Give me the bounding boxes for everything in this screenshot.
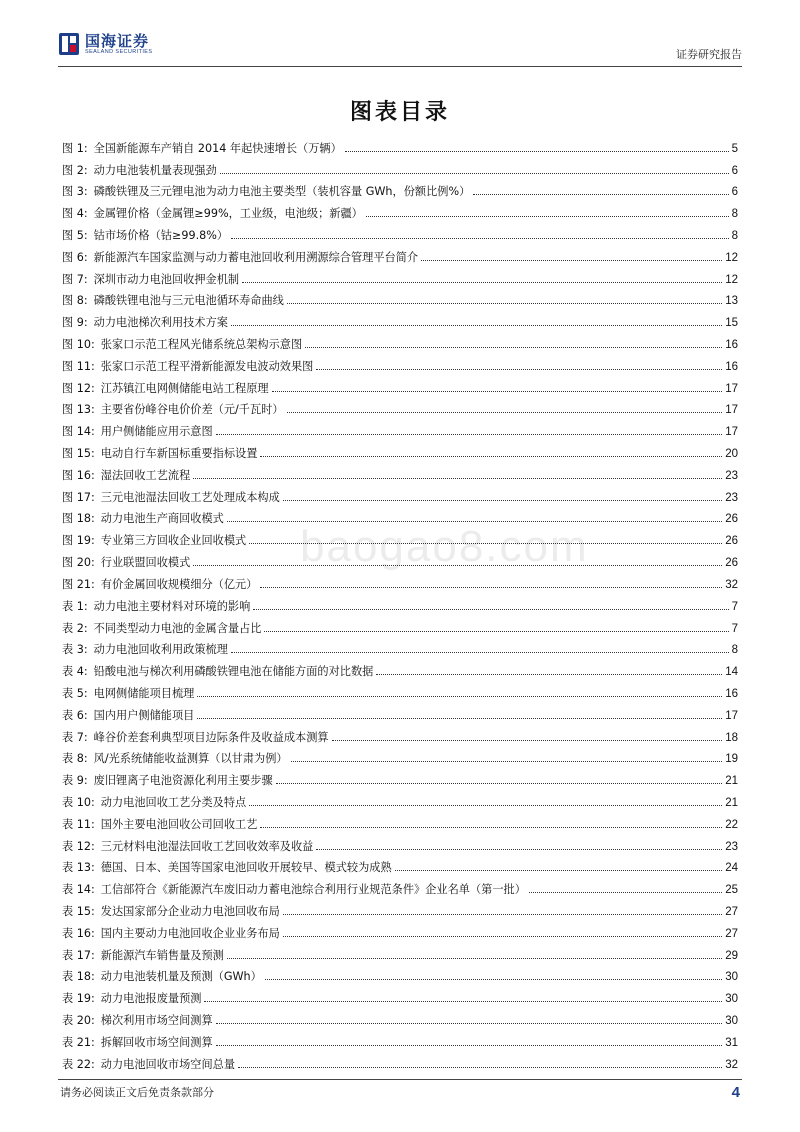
toc-leader-dots <box>260 587 722 588</box>
toc-leader-dots <box>366 216 729 217</box>
toc-leader-dots <box>227 958 722 959</box>
toc-entry-title: 动力电池梯次利用技术方案 <box>93 316 228 330</box>
toc-entry-label: 表 18: <box>62 970 95 984</box>
figure-list-item[interactable] <box>62 308 738 330</box>
toc-leader-dots <box>231 325 722 326</box>
toc-entry-title: 德国、日本、美国等国家电池回收开展较早、模式较为成熟 <box>100 861 392 875</box>
toc-entry-title: 不同类型动力电池的金属含量占比 <box>93 621 262 635</box>
toc-entry-title: 国外主要电池回收公司回收工艺 <box>100 817 258 831</box>
toc-leader-dots <box>242 282 722 283</box>
table-list-item[interactable] <box>62 1028 738 1050</box>
toc-leader-dots <box>197 718 722 719</box>
toc-entry-label: 图 18: <box>62 512 95 526</box>
toc-leader-dots <box>216 1023 723 1024</box>
toc-entry-page: 8 <box>731 644 738 657</box>
figure-list-item[interactable] <box>62 265 738 287</box>
toc-entry-page: 21 <box>725 775 738 788</box>
toc-leader-dots <box>197 696 722 697</box>
toc-entry-label: 表 17: <box>62 948 95 962</box>
toc-entry-title: 电动自行车新国标重要指标设置 <box>100 446 258 460</box>
figure-list-item[interactable] <box>62 352 738 374</box>
figure-list-item[interactable] <box>62 396 738 418</box>
toc-entry-page: 13 <box>725 295 738 308</box>
toc-leader-dots <box>283 914 722 915</box>
toc-entry-page: 8 <box>731 208 738 221</box>
table-list-item[interactable] <box>62 636 738 658</box>
figure-list-item[interactable] <box>62 570 738 592</box>
toc-entry-title: 三元电池湿法回收工艺处理成本构成 <box>100 490 280 504</box>
toc-entry-page: 16 <box>725 360 738 373</box>
toc-entry-page: 30 <box>725 971 738 984</box>
toc-leader-dots <box>332 740 723 741</box>
toc-entry-page: 17 <box>725 382 738 395</box>
figure-list-item[interactable] <box>62 374 738 396</box>
table-list-item[interactable] <box>62 875 738 897</box>
page-number: 4 <box>731 1084 740 1101</box>
toc-leader-dots <box>283 500 722 501</box>
toc-leader-dots <box>216 1045 723 1046</box>
figure-list-item[interactable] <box>62 461 738 483</box>
table-list-item[interactable] <box>62 788 738 810</box>
toc-entry-title: 金属锂价格（金属锂≥99%，工业级，电池级；新疆） <box>93 207 363 221</box>
toc-entry-title: 梯次利用市场空间测算 <box>100 1013 213 1027</box>
toc-entry-page: 8 <box>731 229 738 242</box>
toc-entry-label: 图 12: <box>62 381 95 395</box>
toc-entry-title: 动力电池装机量及预测（GWh） <box>100 970 262 984</box>
toc-entry-title: 动力电池回收工艺分类及特点 <box>100 795 247 809</box>
toc-entry-label: 表 8: <box>62 752 88 766</box>
toc-leader-dots <box>193 565 722 566</box>
toc-entry-title: 三元材料电池湿法回收工艺回收效率及收益 <box>100 839 314 853</box>
toc-entry-title: 有价金属回收规模细分（亿元） <box>100 577 258 591</box>
toc-leader-dots <box>305 347 722 348</box>
toc-entry-label: 表 19: <box>62 992 95 1006</box>
toc-entry-title: 用户侧储能应用示意图 <box>100 425 213 439</box>
toc-entry-label: 表 11: <box>62 817 95 831</box>
toc-leader-dots <box>376 674 722 675</box>
toc-entry-page: 27 <box>725 927 738 940</box>
table-list-item[interactable] <box>62 614 738 636</box>
toc-entry-page: 25 <box>725 884 738 897</box>
figure-list-item[interactable] <box>62 243 738 265</box>
figure-list-item[interactable] <box>62 330 738 352</box>
toc-entry-page: 17 <box>725 404 738 417</box>
toc-leader-dots <box>216 434 723 435</box>
figure-list-item[interactable] <box>62 439 738 461</box>
company-logo <box>58 32 152 56</box>
toc-entry-page: 16 <box>725 687 738 700</box>
toc-entry-label: 表 1: <box>62 599 88 613</box>
toc-entry-title: 磷酸铁锂及三元锂电池为动力电池主要类型（装机容量 GWh，份额比例%） <box>93 185 471 199</box>
toc-entry-page: 22 <box>725 818 738 831</box>
toc-entry-page: 23 <box>725 840 738 853</box>
toc-entry-title: 湿法回收工艺流程 <box>100 468 191 482</box>
toc-leader-dots <box>287 303 722 304</box>
toc-entry-title: 专业第三方回收企业回收模式 <box>100 534 247 548</box>
table-list-item[interactable] <box>62 919 738 941</box>
toc-entry-label: 图 10: <box>62 337 95 351</box>
toc-entry-title: 国内主要动力电池回收企业业务布局 <box>100 926 280 940</box>
toc-entry-label: 图 15: <box>62 446 95 460</box>
toc-entry-title: 磷酸铁锂电池与三元电池循环寿命曲线 <box>93 294 284 308</box>
toc-leader-dots <box>231 652 729 653</box>
toc-entry-title: 废旧锂离子电池资源化利用主要步骤 <box>93 774 273 788</box>
toc-entry-label: 表 22: <box>62 1057 95 1071</box>
table-list-item[interactable] <box>62 1006 738 1028</box>
table-list-item[interactable] <box>62 963 738 985</box>
toc-entry-label: 表 10: <box>62 795 95 809</box>
toc-entry-label: 表 20: <box>62 1013 95 1027</box>
header-divider <box>58 66 742 67</box>
table-list-item[interactable] <box>62 1050 738 1072</box>
toc-entry-page: 7 <box>731 622 738 635</box>
toc-entry-label: 表 12: <box>62 839 95 853</box>
toc-entry-page: 12 <box>725 273 738 286</box>
toc-leader-dots <box>529 892 722 893</box>
toc-leader-dots <box>227 521 722 522</box>
logo-text <box>85 33 152 56</box>
toc-entry-page: 12 <box>725 251 738 264</box>
toc-leader-dots <box>238 1067 722 1068</box>
toc-leader-dots <box>395 870 723 871</box>
toc-entry-page: 18 <box>725 731 738 744</box>
toc-entry-label: 表 7: <box>62 730 88 744</box>
toc-entry-page: 6 <box>731 164 738 177</box>
toc-entry-page: 31 <box>725 1036 738 1049</box>
toc-leader-dots <box>272 391 723 392</box>
page-title: 图表目录 <box>349 99 450 125</box>
toc-entry-title: 全国新能源车产销自 2014 年起快速增长（万辆） <box>93 141 342 155</box>
toc-entry-page: 32 <box>725 1058 738 1071</box>
toc-leader-dots <box>249 805 722 806</box>
watermark: baogao8.com <box>300 522 589 571</box>
toc-entry-page: 29 <box>725 949 738 962</box>
toc-entry-label: 图 4: <box>62 207 88 221</box>
toc-entry-label: 图 19: <box>62 534 95 548</box>
toc-entry-title: 深圳市动力电池回收押金机制 <box>93 272 240 286</box>
toc-entry-label: 图 11: <box>62 359 95 373</box>
toc-leader-dots <box>249 543 722 544</box>
toc-entry-title: 江苏镇江电网侧储能电站工程原理 <box>100 381 269 395</box>
toc-entry-page: 14 <box>725 666 738 679</box>
toc-entry-page: 27 <box>725 905 738 918</box>
toc-leader-dots <box>287 412 723 413</box>
report-type: 证券研究报告 <box>676 48 742 61</box>
toc-entry-page: 30 <box>725 993 738 1006</box>
toc-entry-title: 发达国家部分企业动力电池回收布局 <box>100 904 280 918</box>
toc-leader-dots <box>265 979 722 980</box>
toc-entry-label: 图 3: <box>62 185 88 199</box>
table-list-item[interactable] <box>62 897 738 919</box>
sealand-logo-icon <box>58 32 80 56</box>
toc-entry-label: 表 4: <box>62 665 88 679</box>
toc-entry-label: 图 17: <box>62 490 95 504</box>
toc-entry-title: 动力电池装机量表现强劲 <box>93 163 217 177</box>
toc-entry-title: 动力电池报废量预测 <box>100 992 202 1006</box>
figure-list-item[interactable] <box>62 156 738 178</box>
toc-entry-label: 表 21: <box>62 1035 95 1049</box>
table-list-item[interactable] <box>62 701 738 723</box>
logo-name-en: SEALAND SECURITIES <box>85 48 153 55</box>
toc-entry-label: 图 9: <box>62 316 88 330</box>
toc-entry-title: 动力电池回收市场空间总量 <box>100 1057 236 1071</box>
toc-entry-label: 图 16: <box>62 468 95 482</box>
toc-leader-dots <box>316 369 722 370</box>
toc-leader-dots <box>260 456 722 457</box>
toc-entry-title: 峰谷价差套利典型项目边际条件及收益成本测算 <box>93 730 329 744</box>
figure-list-item[interactable] <box>62 178 738 200</box>
toc-entry-page: 6 <box>731 186 738 199</box>
table-list <box>62 592 738 1072</box>
disclaimer-note: 请务必阅读正文后免责条款部分 <box>60 1086 214 1099</box>
toc-entry-label: 图 20: <box>62 555 95 569</box>
toc-entry-title: 动力电池回收利用政策梳理 <box>93 643 228 657</box>
toc-entry-title: 主要省份峰谷电价价差（元/千瓦时） <box>100 403 284 417</box>
toc-entry-page: 23 <box>725 491 738 504</box>
toc-entry-title: 新能源汽车销售量及预测 <box>100 948 224 962</box>
toc-entry-page: 21 <box>725 796 738 809</box>
toc-entry-label: 图 7: <box>62 272 88 286</box>
toc-entry-label: 图 21: <box>62 577 95 591</box>
table-list-item[interactable] <box>62 810 738 832</box>
toc-entry-label: 表 6: <box>62 708 88 722</box>
logo-name-cn: 国海证券 <box>85 31 150 50</box>
toc-entry-label: 图 8: <box>62 294 88 308</box>
toc-entry-label: 图 2: <box>62 163 88 177</box>
table-list-item[interactable] <box>62 592 738 614</box>
table-list-item[interactable] <box>62 723 738 745</box>
toc-entry-title: 行业联盟回收模式 <box>100 555 191 569</box>
figure-list-item[interactable] <box>62 483 738 505</box>
toc-entry-page: 23 <box>725 469 738 482</box>
toc-leader-dots <box>253 609 728 610</box>
toc-leader-dots <box>421 260 722 261</box>
table-list-item[interactable] <box>62 679 738 701</box>
toc-entry-title: 钴市场价格（钴≥99.8%） <box>93 228 229 242</box>
toc-leader-dots <box>260 827 722 828</box>
table-list-item[interactable] <box>62 766 738 788</box>
toc-leader-dots <box>316 849 722 850</box>
toc-entry-page: 15 <box>725 317 738 330</box>
toc-entry-page: 26 <box>725 535 738 548</box>
toc-entry-page: 26 <box>725 556 738 569</box>
toc-entry-page: 19 <box>725 753 738 766</box>
toc-entry-label: 表 9: <box>62 774 88 788</box>
toc-entry-title: 动力电池主要材料对环境的影响 <box>93 599 251 613</box>
toc-entry-title: 拆解回收市场空间测算 <box>100 1035 213 1049</box>
toc-entry-label: 图 1: <box>62 141 88 155</box>
table-list-item[interactable] <box>62 745 738 767</box>
figure-list-item[interactable] <box>62 134 738 156</box>
toc-entry-label: 表 3: <box>62 643 88 657</box>
toc-entry-title: 新能源汽车国家监测与动力蓄电池回收利用溯源综合管理平台简介 <box>93 250 419 264</box>
toc-leader-dots <box>345 151 729 152</box>
toc-entry-title: 张家口示范工程风光储系统总架构示意图 <box>100 337 303 351</box>
toc-leader-dots <box>473 194 728 195</box>
toc-entry-page: 16 <box>725 338 738 351</box>
figure-list-item[interactable] <box>62 221 738 243</box>
toc-entry-title: 张家口示范工程平滑新能源发电波动效果图 <box>100 359 314 373</box>
toc-entry-label: 表 13: <box>62 861 95 875</box>
toc-leader-dots <box>204 1001 722 1002</box>
toc-entry-page: 20 <box>725 447 738 460</box>
footer-divider <box>58 1079 742 1080</box>
toc-entry-page: 26 <box>725 513 738 526</box>
toc-entry-page: 5 <box>731 142 738 155</box>
toc-leader-dots <box>264 631 728 632</box>
toc-leader-dots <box>193 478 722 479</box>
toc-leader-dots <box>231 238 729 239</box>
page-header <box>58 32 742 64</box>
toc-entry-page: 17 <box>725 709 738 722</box>
table-list-item[interactable] <box>62 941 738 963</box>
toc-entry-title: 国内用户侧储能项目 <box>93 708 195 722</box>
toc-entry-title: 动力电池生产商回收模式 <box>100 512 224 526</box>
toc-entry-page: 17 <box>725 426 738 439</box>
toc-entry-label: 图 13: <box>62 403 95 417</box>
toc-entry-title: 风/光系统储能收益测算（以甘肃为例） <box>93 752 288 766</box>
figure-list-item[interactable] <box>62 548 738 570</box>
toc-leader-dots <box>283 936 722 937</box>
toc-entry-title: 电网侧储能项目梳理 <box>93 686 195 700</box>
toc-entry-page: 32 <box>725 578 738 591</box>
toc-entry-label: 表 5: <box>62 686 88 700</box>
toc-entry-label: 表 15: <box>62 904 95 918</box>
toc-entry-label: 图 6: <box>62 250 88 264</box>
toc-leader-dots <box>220 173 729 174</box>
figure-list-item[interactable] <box>62 505 738 527</box>
table-list-item[interactable] <box>62 854 738 876</box>
toc-leader-dots <box>276 783 723 784</box>
figure-list-item[interactable] <box>62 287 738 309</box>
figure-list-item[interactable] <box>62 417 738 439</box>
table-list-item[interactable] <box>62 984 738 1006</box>
figure-list-item[interactable] <box>62 526 738 548</box>
toc-entry-title: 铅酸电池与梯次利用磷酸铁锂电池在储能方面的对比数据 <box>93 665 374 679</box>
toc-entry-label: 表 14: <box>62 883 95 897</box>
table-list-item[interactable] <box>62 832 738 854</box>
toc-entry-label: 表 16: <box>62 926 95 940</box>
toc-entry-title: 工信部符合《新能源汽车废旧动力蓄电池综合利用行业规范条件》企业名单（第一批） <box>100 883 526 897</box>
toc-entry-label: 表 2: <box>62 621 88 635</box>
toc-entry-label: 图 14: <box>62 425 95 439</box>
toc-entry-label: 图 5: <box>62 228 88 242</box>
toc-entry-page: 30 <box>725 1014 738 1027</box>
table-list-item[interactable] <box>62 657 738 679</box>
figure-list-item[interactable] <box>62 199 738 221</box>
toc-entry-page: 7 <box>731 600 738 613</box>
toc-leader-dots <box>291 761 723 762</box>
toc-entry-page: 24 <box>725 862 738 875</box>
figure-list <box>62 134 738 592</box>
